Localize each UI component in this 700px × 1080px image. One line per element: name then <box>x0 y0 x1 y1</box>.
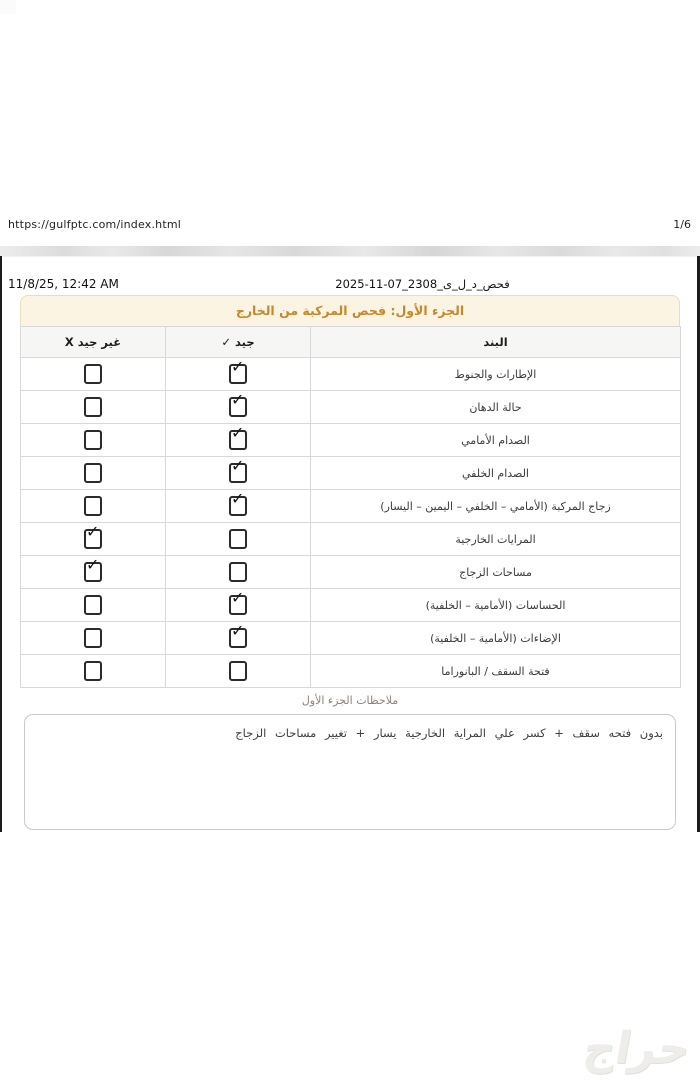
page-break-strip <box>0 246 700 257</box>
good-checkbox[interactable] <box>229 456 247 483</box>
check-icon: ✓ <box>231 588 245 607</box>
good-checkbox[interactable] <box>229 423 247 450</box>
item-label: المرايات الخارجية <box>455 532 536 546</box>
not-good-checkbox[interactable] <box>84 661 102 681</box>
not-good-checkbox[interactable] <box>84 555 102 582</box>
not-good-checkbox[interactable] <box>84 522 102 549</box>
print-header-datetime: 11/8/25, 12:42 AM <box>8 277 119 291</box>
table-row <box>21 622 681 655</box>
item-label: زجاج المركبة (الأمامي – الخلفي – اليمين – اليسار) <box>380 499 611 513</box>
print-footer-page-indicator: 1/6 <box>673 218 691 231</box>
page-corner-artifact <box>0 0 16 14</box>
item-label: مساحات الزجاج <box>459 565 532 579</box>
item-label: فتحة السقف / البانوراما <box>441 664 550 678</box>
notes-box[interactable] <box>24 714 676 830</box>
inspection-table <box>20 326 681 688</box>
table-row <box>21 391 681 424</box>
not-good-checkbox[interactable] <box>84 463 102 483</box>
not-good-checkbox[interactable] <box>84 430 102 450</box>
good-checkbox[interactable] <box>229 357 247 384</box>
check-icon: ✓ <box>231 390 245 409</box>
check-icon: ✓ <box>231 423 245 442</box>
item-label: الصدام الأمامي <box>461 433 530 447</box>
print-footer-url: https://gulfptc.com/index.html <box>8 218 181 231</box>
good-checkbox[interactable] <box>229 621 247 648</box>
item-label: حالة الدهان <box>469 400 522 414</box>
good-checkbox[interactable] <box>229 661 247 681</box>
check-icon: ✓ <box>231 357 245 376</box>
table-row <box>21 589 681 622</box>
section-title-bar: الجزء الأول: فحص المركبة من الخارج <box>20 295 680 326</box>
column-header-not-good: غير جيد X <box>21 327 166 358</box>
inspection-table-body <box>21 358 681 688</box>
not-good-checkbox[interactable] <box>84 496 102 516</box>
check-icon: ✓ <box>86 555 100 574</box>
table-row <box>21 424 681 457</box>
good-checkbox[interactable] <box>229 562 247 582</box>
not-good-checkbox[interactable] <box>84 595 102 615</box>
table-row <box>21 358 681 391</box>
notes-section-label: ملاحظات الجزء الأول <box>301 694 399 707</box>
column-header-good: جيد ✓ <box>166 327 311 358</box>
check-icon: ✓ <box>231 489 245 508</box>
item-label: الصدام الخلفي <box>462 466 529 480</box>
table-row <box>21 457 681 490</box>
good-checkbox[interactable] <box>229 390 247 417</box>
table-row <box>21 523 681 556</box>
not-good-checkbox[interactable] <box>84 364 102 384</box>
table-row <box>21 556 681 589</box>
table-row <box>21 490 681 523</box>
notes-text: بدون فتحه سقف + كسر علي المراية الخارجية يسار + تغيير مساحات الزجاج <box>235 726 663 740</box>
column-header-item: البند <box>311 327 681 358</box>
check-icon: ✓ <box>86 522 100 541</box>
haraj-watermark: حراج <box>579 1023 695 1074</box>
page-edge-left <box>0 256 2 832</box>
print-header-filename: فحص_د_ل_ى_2308_07-11-2025 <box>335 277 510 291</box>
good-checkbox[interactable] <box>229 529 247 549</box>
not-good-checkbox[interactable] <box>84 628 102 648</box>
good-checkbox[interactable] <box>229 588 247 615</box>
item-label: الحساسات (الأمامية – الخلفية) <box>425 598 566 612</box>
not-good-checkbox[interactable] <box>84 397 102 417</box>
item-label: الإطارات والجنوط <box>454 367 537 381</box>
table-header-row <box>21 327 681 358</box>
check-icon: ✓ <box>231 456 245 475</box>
check-icon: ✓ <box>231 621 245 640</box>
table-row <box>21 655 681 688</box>
good-checkbox[interactable] <box>229 489 247 516</box>
item-label: الإضاءات (الأمامية – الخلفية) <box>430 631 561 645</box>
